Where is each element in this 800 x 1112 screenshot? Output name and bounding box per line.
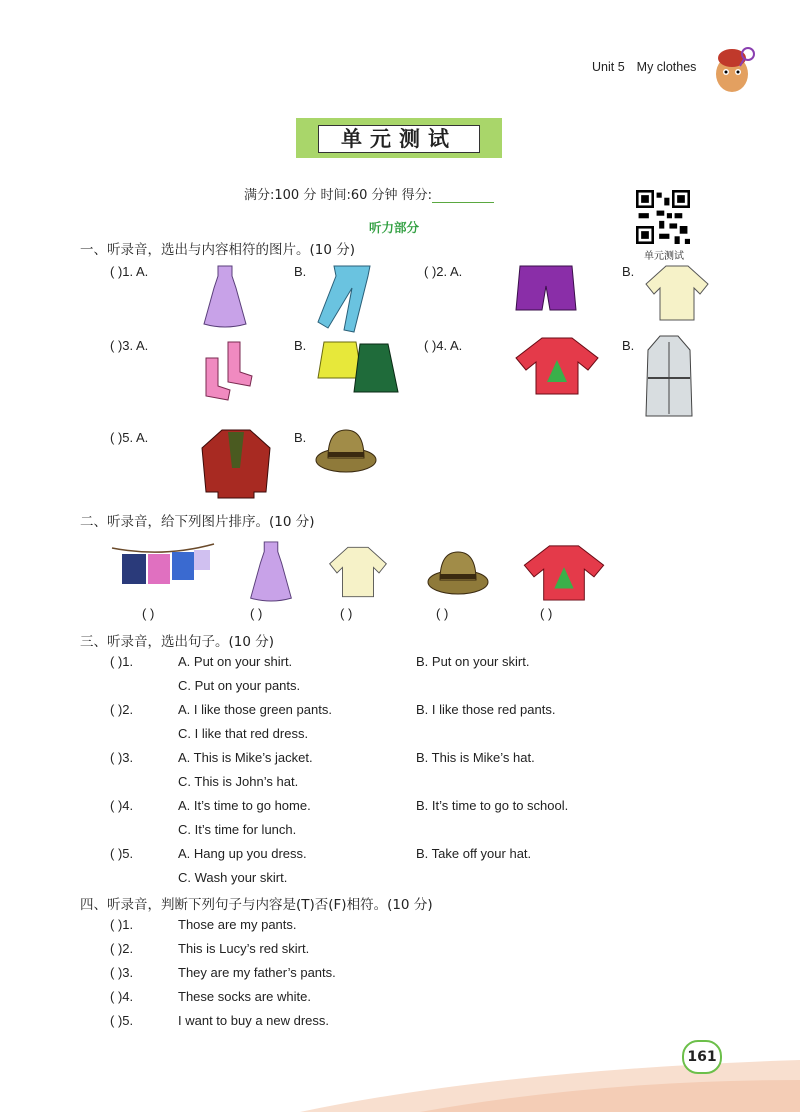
p3-q2-b: B. I like those red pants. bbox=[416, 702, 556, 717]
coat-icon bbox=[644, 334, 694, 420]
shirt-icon bbox=[642, 264, 712, 322]
red-sweater-icon bbox=[514, 334, 600, 396]
p3-q4-b: B. It’s time to go to school. bbox=[416, 798, 569, 813]
p3-q1-num: ( )1. bbox=[110, 654, 134, 669]
page-title: 单元测试 bbox=[318, 125, 480, 153]
p4-q1-text: Those are my pants. bbox=[178, 917, 297, 932]
page-number: 161 bbox=[682, 1040, 722, 1074]
p1-q3-label: ( )3. A. bbox=[110, 338, 149, 353]
qr-label: 单元测试 bbox=[644, 251, 684, 262]
p4-q3-num: ( )3. bbox=[110, 965, 134, 980]
p3-q5-c: C. Wash your skirt. bbox=[178, 870, 288, 885]
title-banner bbox=[296, 118, 502, 158]
p2-blank-1[interactable]: ( ) bbox=[142, 606, 155, 621]
purple-dress-icon bbox=[246, 540, 296, 602]
p1-q4-b: B. bbox=[622, 338, 635, 353]
hat-icon bbox=[314, 426, 378, 476]
p1-q5-b: B. bbox=[294, 430, 307, 445]
p1-q2-b: B. bbox=[622, 264, 635, 279]
p2-blank-4[interactable]: ( ) bbox=[436, 606, 449, 621]
p4-q3-text: They are my father’s pants. bbox=[178, 965, 336, 980]
running-header bbox=[592, 60, 708, 74]
p2-blank-2[interactable]: ( ) bbox=[250, 606, 263, 621]
p3-q4-c: C. It’s time for lunch. bbox=[178, 822, 297, 837]
p3-q4-num: ( )4. bbox=[110, 798, 134, 813]
part3-heading: 三、听录音，选出句子。(10 分) bbox=[80, 634, 275, 650]
p1-q4-label: ( )4. A. bbox=[424, 338, 463, 353]
p3-q1-c: C. Put on your pants. bbox=[178, 678, 301, 693]
p3-q5-b: B. Take off your hat. bbox=[416, 846, 532, 861]
p4-q4-num: ( )4. bbox=[110, 989, 134, 1004]
purple-dress-icon bbox=[200, 264, 250, 328]
p4-q5-num: ( )5. bbox=[110, 1013, 134, 1028]
listening-section-label: 听力部分 bbox=[369, 220, 420, 235]
part1-heading: 一、听录音，选出与内容相符的图片。(10 分) bbox=[80, 242, 356, 258]
p3-q3-c: C. This is John’s hat. bbox=[178, 774, 299, 789]
p3-q5-a: A. Hang up you dress. bbox=[178, 846, 307, 861]
skirts-icon bbox=[316, 336, 400, 396]
p3-q2-a: A. I like those green pants. bbox=[178, 702, 332, 717]
p3-q2-c: C. I like that red dress. bbox=[178, 726, 309, 741]
p3-q5-num: ( )5. bbox=[110, 846, 134, 861]
shirt-icon bbox=[326, 544, 390, 600]
p4-q2-text: This is Lucy’s red skirt. bbox=[178, 941, 310, 956]
p1-q1-b: B. bbox=[294, 264, 307, 279]
topic-label: My clothes bbox=[636, 60, 697, 74]
clothesline-icon bbox=[110, 540, 216, 600]
p3-q1-b: B. Put on your skirt. bbox=[416, 654, 530, 669]
mascot-icon bbox=[712, 44, 756, 96]
p1-q2-label: ( )2. A. bbox=[424, 264, 463, 279]
p3-q3-a: A. This is Mike’s jacket. bbox=[178, 750, 313, 765]
p2-blank-3[interactable]: ( ) bbox=[340, 606, 353, 621]
p3-q4-a: A. It’s time to go home. bbox=[178, 798, 311, 813]
p3-q2-num: ( )2. bbox=[110, 702, 134, 717]
purple-shorts-icon bbox=[514, 262, 578, 314]
footer-wave bbox=[0, 1040, 800, 1112]
p2-blank-5[interactable]: ( ) bbox=[540, 606, 553, 621]
p4-q2-num: ( )2. bbox=[110, 941, 134, 956]
pink-socks-icon bbox=[200, 338, 256, 404]
p4-q5-text: I want to buy a new dress. bbox=[178, 1013, 330, 1028]
hat-icon bbox=[426, 548, 490, 598]
red-sweater-icon bbox=[520, 542, 608, 602]
part2-heading: 二、听录音，给下列图片排序。(10 分) bbox=[80, 514, 315, 530]
p1-q1-label: ( )1. A. bbox=[110, 264, 149, 279]
score-blank[interactable] bbox=[432, 189, 494, 203]
p3-q3-b: B. This is Mike’s hat. bbox=[416, 750, 535, 765]
p4-q4-text: These socks are white. bbox=[178, 989, 311, 1004]
unit-label: Unit 5 bbox=[592, 60, 625, 74]
score-line bbox=[244, 184, 494, 203]
blue-pants-icon bbox=[314, 262, 378, 334]
score-text: 满分:100 分 时间:60 分钟 得分: bbox=[244, 188, 433, 203]
jacket-icon bbox=[198, 428, 274, 500]
p1-q3-b: B. bbox=[294, 338, 307, 353]
p4-q1-num: ( )1. bbox=[110, 917, 134, 932]
p3-q1-a: A. Put on your shirt. bbox=[178, 654, 293, 669]
p3-q3-num: ( )3. bbox=[110, 750, 134, 765]
p1-q5-label: ( )5. A. bbox=[110, 430, 149, 445]
part4-heading: 四、听录音，判断下列句子与内容是(T)否(F)相符。(10 分) bbox=[80, 897, 433, 913]
qr-code-icon[interactable] bbox=[636, 190, 690, 244]
